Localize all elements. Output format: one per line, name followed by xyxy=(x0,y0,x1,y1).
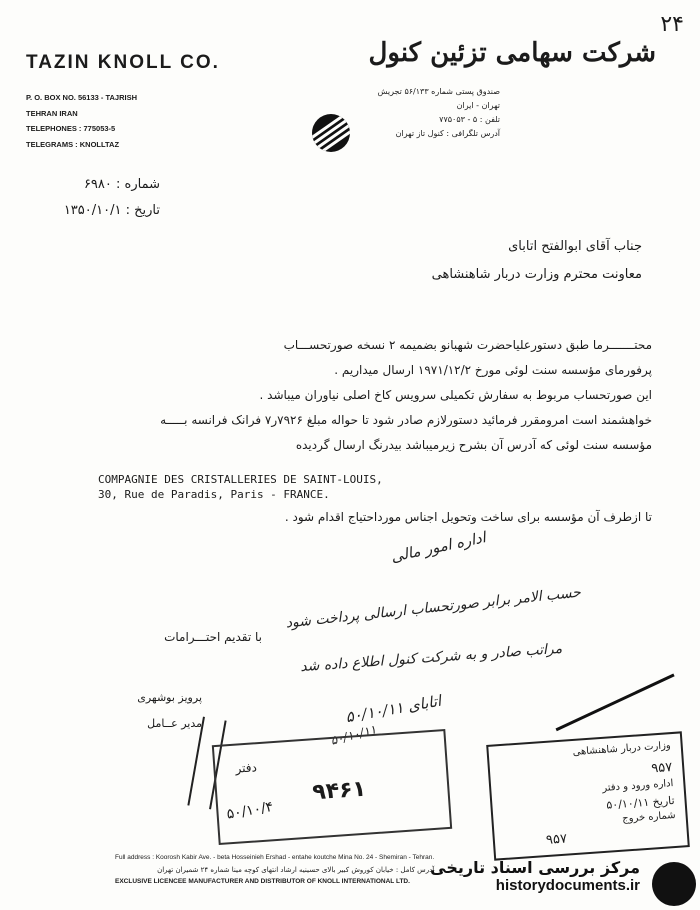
stamp-number: ۹۵۷ xyxy=(650,760,673,777)
outgoing-stamp xyxy=(486,731,690,860)
signatory-name: پرویز بوشهری xyxy=(137,691,202,704)
handwritten-note-3: مراتب صادر و به شرکت کنول اطلاع داده شد xyxy=(299,640,563,676)
watermark-persian: مرکز بررسی اسناد تاریخی xyxy=(430,858,640,877)
stamp-text: دفتر xyxy=(234,760,258,776)
date-value: ۱۳۵۰/۱۰/۱ xyxy=(63,203,122,218)
date-label: تاریخ : xyxy=(125,203,160,218)
telegram-line: TELEGRAMS : KNOLLTAZ xyxy=(26,139,120,149)
french-street: 30, Rue de Paradis, Paris - FRANCE. xyxy=(98,488,330,501)
addressee-name: جناب آقای ابوالفتح اتابای xyxy=(508,239,642,254)
french-address xyxy=(98,472,383,502)
stamp-date: تاریخ ۵۰/۱۰/۱۱ xyxy=(605,793,675,812)
handwritten-note-2: حسب الامر برابر صورتحساب ارسالی پرداخت شود xyxy=(284,584,582,632)
incoming-stamp xyxy=(212,729,452,845)
company-logo xyxy=(312,114,350,152)
stamp-date: ۵۰/۱۰/۴ xyxy=(225,798,275,823)
company-name-english: TAZIN KNOLL CO. xyxy=(26,52,220,73)
archive-watermark xyxy=(430,858,692,894)
letter-body xyxy=(32,333,652,458)
body-line: پرفورمای مؤسسه سنت لوئی مورخ ۱۹۷۱/۱۲/۲ ارسال میداریم . xyxy=(334,363,652,377)
po-box-line: P. O. BOX NO. 56133 - TAJRISH xyxy=(26,93,138,102)
signature-scribble xyxy=(545,652,674,731)
addressee-title: معاونت محترم وزارت دربار شاهنشاهی xyxy=(431,267,642,282)
footer-address-fa: آدرس کامل : خیابان کوروش کبیر بالای حسینیه ارشاد انتهای کوچه مینا شماره ۲۴ شمیران تهران xyxy=(157,866,435,874)
letterhead-contact-persian xyxy=(378,85,500,141)
handwritten-date: ۵۰/۱۰/۱۱ xyxy=(328,722,378,748)
watermark-url: historydocuments.ir xyxy=(495,877,640,894)
number-label: شماره : xyxy=(116,177,160,192)
body-line: محتـــــــرما طبق دستورعلیاحضرت شهبانو بضمیمه ۲ نسخه صورتحســـاب xyxy=(283,338,652,352)
letterhead-contact-english xyxy=(26,90,137,152)
signatory-title: مدیر عــامل xyxy=(147,717,202,730)
body-line: مؤسسه سنت لوئی که آدرس آن بشرح زیرمیباشد بیدرنگ ارسال گردیده xyxy=(295,438,652,452)
footer-licence: EXCLUSIVE LICENCEE MANUFACTURER AND DISTRIBUTOR OF KNOLL INTERNATIONAL LTD. xyxy=(115,878,410,885)
closing-phrase: با تقدیم احتـــرامات xyxy=(164,630,262,644)
telephone-line-fa: تلفن : ۵ - ۷۷۵۰۵۳ xyxy=(439,115,500,124)
letter-date xyxy=(64,198,160,224)
body-conclusion: تا ازطرف آن مؤسسه برای ساخت وتحویل اجناس مورداحتیاج اقدام شود . xyxy=(284,510,652,524)
city-line-fa: تهران - ایران xyxy=(456,101,500,110)
body-line: این صورتحساب مربوط به سفارش تکمیلی سرویس کاخ اصلی نیاوران میباشد . xyxy=(259,388,652,402)
letter-number xyxy=(64,172,160,198)
stamp-number: ۹۵۷ xyxy=(545,831,568,849)
addressee xyxy=(432,233,642,289)
french-company: COMPAGNIE DES CRISTALLERIES DE SAINT-LOUIS, xyxy=(98,473,383,486)
stamp-line: وزارت دربار شاهنشاهی xyxy=(572,740,672,758)
footer xyxy=(115,852,434,888)
number-value: ۶۹۸۰ xyxy=(83,177,112,192)
telegram-line-fa: آدرس تلگرافی : کنول تاز تهران xyxy=(395,129,500,138)
company-name-persian: شرکت سهامی تزئین کنول xyxy=(368,38,656,68)
letter-meta xyxy=(64,172,160,224)
city-line: TEHRAN IRAN xyxy=(26,108,78,118)
body-line: خواهشمند است امرومقرر فرمائید دستورلازم صادر شود تا حواله مبلغ ۷۹۲۶ر۷ فرانک فرانسه بـــــه xyxy=(160,413,652,427)
stamp-line: اداره ورود و دفتر xyxy=(601,778,674,794)
handwritten-signature-date: اتابای ۵۰/۱۰/۱۱ xyxy=(344,691,443,727)
handwritten-note-1: اداره امور مالی xyxy=(389,528,488,566)
signatory xyxy=(137,685,202,737)
po-box-line-fa: صندوق پستی شماره ۵۶/۱۳۳ تجریش xyxy=(377,87,500,96)
archive-logo-icon xyxy=(652,862,696,906)
stamp-number: ۹۴۶۱ xyxy=(311,776,367,806)
telephone-line: TELEPHONES : 775053-5 xyxy=(26,124,116,133)
footer-address-en: Full address : Koorosh Kabir Ave. - beta Hosseinieh Ershad - entahe koutche Mina No. 24 - Shemiran - Tehran. xyxy=(115,854,435,861)
stamp-line: شماره خروج xyxy=(621,809,676,825)
archive-number: ۲۴ xyxy=(660,12,684,37)
